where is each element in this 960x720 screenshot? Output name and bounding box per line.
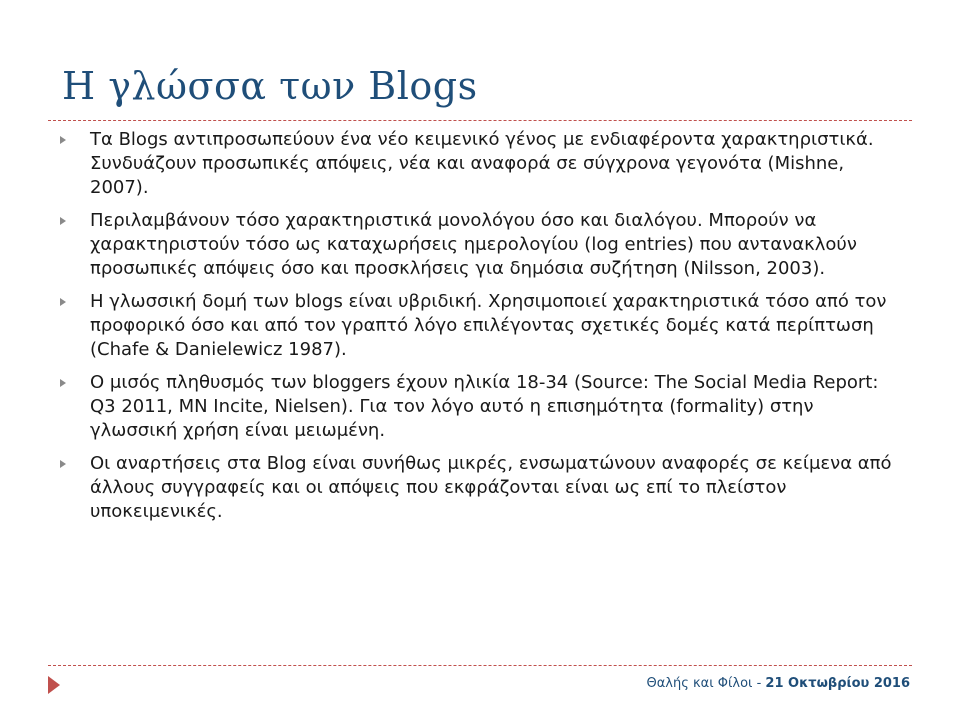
bullet-triangle-icon [60, 298, 66, 306]
bullet-list [58, 128, 898, 533]
list-item [58, 209, 898, 281]
bullet-triangle-icon [60, 379, 66, 387]
list-item [58, 452, 898, 524]
footer-separator: - [752, 676, 766, 691]
bullet-triangle-icon [60, 136, 66, 144]
footer-event: Θαλής και Φίλοι [646, 676, 753, 691]
bullet-text: Οι αναρτήσεις στα Blog είναι συνήθως μικρές, ενσωματώνουν αναφορές σε κείμενα από άλλους συγγραφείς και οι απόψεις που εκφράζονται είναι ως επί το πλείστον υποκειμενικές. [90, 453, 892, 522]
title-divider [48, 120, 912, 121]
list-item [58, 371, 898, 443]
slide-title: Η γλώσσα των Blogs [62, 64, 478, 108]
bullet-text: Τα Blogs αντιπροσωπεύουν ένα νέο κειμενικό γένος με ενδιαφέροντα χαρακτηριστικά. Συνδυάζουν προσωπικές απόψεις, νέα και αναφορά σε σύγχρονα γεγονότα (Mishne, 2007). [90, 129, 874, 198]
list-item [58, 128, 898, 200]
footer-caption [647, 676, 911, 691]
bullet-text: Περιλαμβάνουν τόσο χαρακτηριστικά μονολόγου όσο και διαλόγου. Μπορούν να χαρακτηριστούν τόσο ως καταχωρήσεις ημερολογίου (log entries) που αντανακλούν προσωπικές απόψεις όσο και προσκλήσεις για δημόσια συζήτηση (Nilsson, 2003). [90, 210, 857, 279]
next-slide-arrow-icon[interactable] [48, 676, 60, 694]
list-item [58, 290, 898, 362]
footer-date: 21 Οκτωβρίου 2016 [765, 676, 910, 691]
bullet-text: Ο μισός πληθυσμός των bloggers έχουν ηλικία 18-34 (Source: The Social Media Report: Q3 2011, MN Incite, Nielsen). Για τον λόγο αυτό η επισημότητα (formality) στην γλωσσική χρήση είναι μειωμένη. [90, 372, 879, 441]
footer-divider [48, 665, 912, 666]
bullet-triangle-icon [60, 460, 66, 468]
bullet-text: Η γλωσσική δομή των blogs είναι υβριδική. Χρησιμοποιεί χαρακτηριστικά τόσο από τον προφορικό όσο και από τον γραπτό λόγο επιλέγοντας σχετικές δομές κατά περίπτωση (Chafe & Danielewicz 1987). [90, 291, 887, 360]
bullet-triangle-icon [60, 217, 66, 225]
